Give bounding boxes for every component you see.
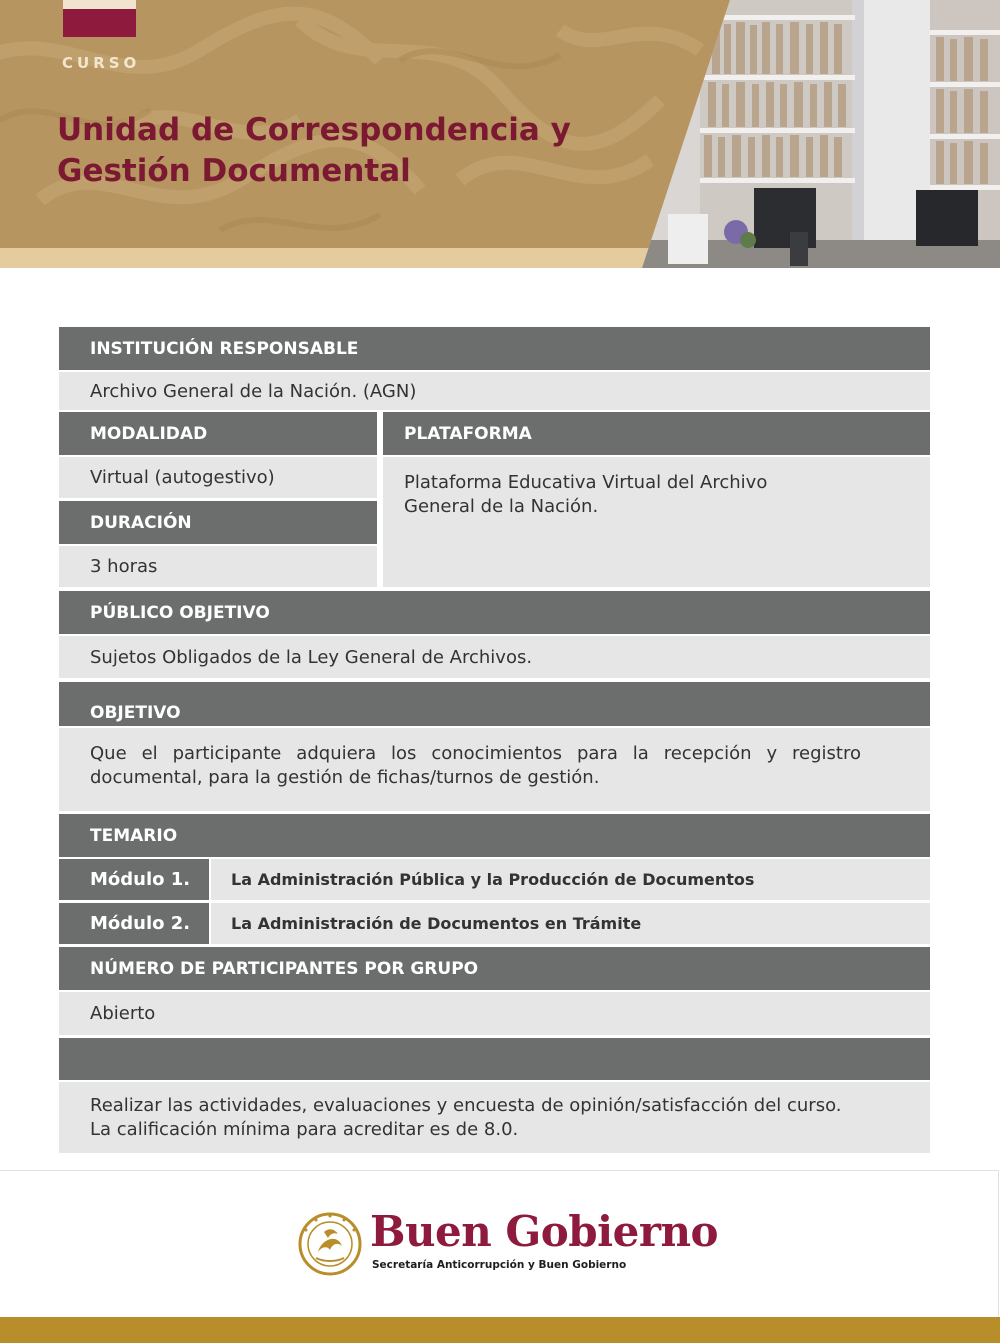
badge-top: [63, 0, 136, 9]
modalidad-header: MODALIDAD: [59, 412, 377, 455]
badge-bottom: [63, 9, 136, 37]
participantes-header: NÚMERO DE PARTICIPANTES POR GRUPO: [59, 947, 930, 990]
header-banner: [0, 0, 1000, 268]
institucion-value: Archivo General de la Nación. (AGN): [59, 372, 930, 410]
module-1-title: La Administración Pública y la Producción de Documentos: [211, 859, 930, 900]
buen-gobierno-subtitle: Secretaría Anticorrupción y Buen Gobierno: [372, 1259, 627, 1271]
footer-bar: [0, 1317, 1000, 1343]
duracion-value: 3 horas: [59, 546, 377, 587]
module-1-label: Módulo 1.: [59, 859, 209, 900]
temario-header: TEMARIO: [59, 814, 930, 857]
title-line-1: Unidad de Correspondencia y: [57, 112, 571, 148]
institucion-header: INSTITUCIÓN RESPONSABLE: [59, 327, 930, 370]
acreditacion-line-1: Realizar las actividades, evaluaciones y encuesta de opinión/satisfacción del curso.: [90, 1095, 842, 1116]
publico-value: Sujetos Obligados de la Ley General de Archivos.: [59, 636, 930, 678]
modalidad-value: Virtual (autogestivo): [59, 457, 377, 498]
plataforma-value-line-2: General de la Nación.: [404, 496, 599, 517]
module-2-title: La Administración de Documentos en Trámite: [211, 903, 930, 944]
objetivo-text: Que el participante adquiera los conocimientos para la recepción y registro documental, para la gestión de fichas/turnos de gestión.: [90, 743, 861, 788]
title-line-2: Gestión Documental: [57, 153, 411, 189]
duracion-header: DURACIÓN: [59, 501, 377, 544]
mexican-coat-of-arms-seal-icon: [298, 1212, 362, 1276]
plataforma-value: [383, 457, 930, 587]
objetivo-header: OBJETIVO: [59, 682, 930, 726]
publico-header: PÚBLICO OBJETIVO: [59, 591, 930, 634]
plataforma-header: PLATAFORMA: [383, 412, 930, 455]
objetivo-value: [59, 728, 930, 811]
acreditacion-header: [59, 1038, 930, 1080]
plataforma-value-line-1: Plataforma Educativa Virtual del Archivo: [404, 472, 768, 493]
acreditacion-line-2: La calificación mínima para acreditar es de 8.0.: [90, 1119, 519, 1140]
page-title: [57, 110, 677, 192]
acreditacion-value: [59, 1082, 930, 1153]
buen-gobierno-logo-text: Buen Gobierno: [370, 1207, 719, 1256]
course-label: CURSO: [62, 54, 141, 72]
module-2-label: Módulo 2.: [59, 903, 209, 944]
participantes-value: Abierto: [59, 992, 930, 1035]
